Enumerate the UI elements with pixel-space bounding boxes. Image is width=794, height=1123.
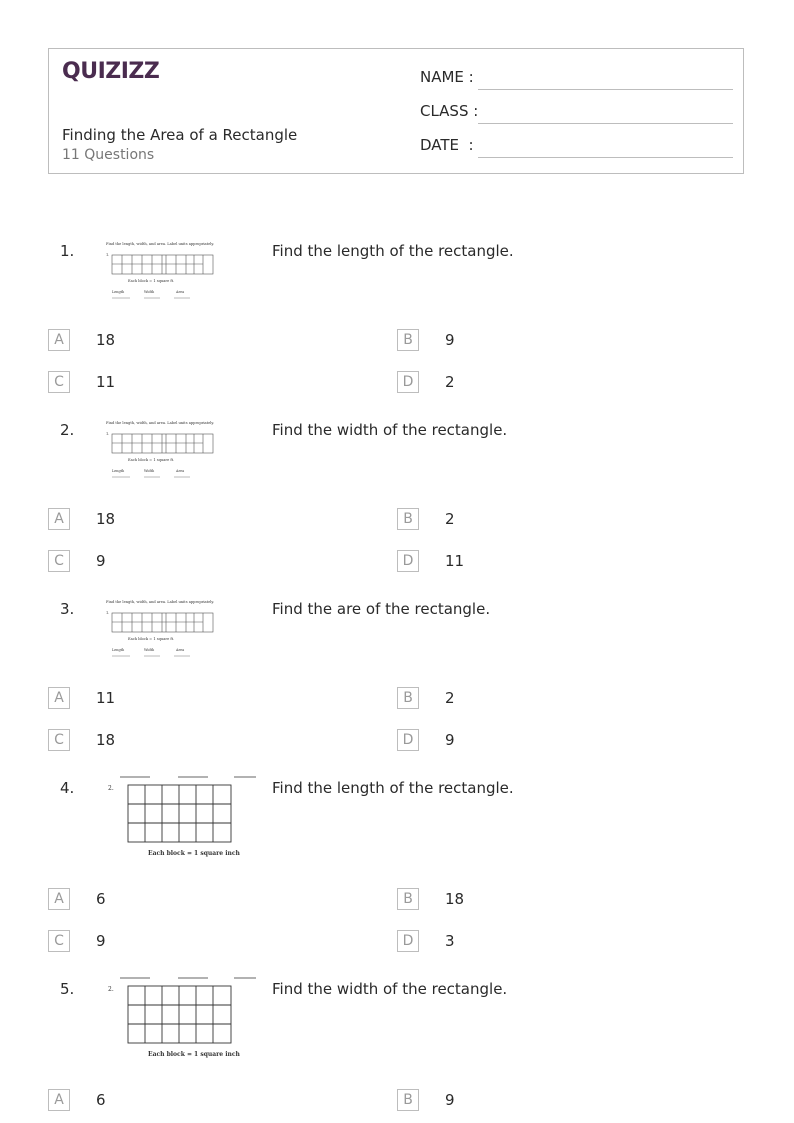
figure-label-area: Area — [176, 469, 185, 473]
option-letter[interactable]: B — [397, 687, 419, 709]
rectangle-figure-large — [104, 973, 258, 1061]
option-letter[interactable]: D — [397, 930, 419, 952]
class-line[interactable] — [478, 123, 733, 124]
class-field[interactable] — [420, 102, 733, 124]
option-text: 6 — [96, 890, 106, 908]
option-text: 18 — [96, 331, 116, 349]
option-text: 18 — [96, 510, 116, 528]
option-text: 2 — [445, 373, 455, 391]
option-letter[interactable]: C — [48, 371, 70, 393]
rectangle-figure-small — [104, 240, 218, 302]
worksheet-header — [48, 48, 744, 174]
name-label: NAME : — [420, 68, 474, 86]
option-text: 9 — [445, 731, 455, 749]
question-text: Find the width of the rectangle. — [272, 421, 508, 439]
figure-label-area: Area — [176, 290, 185, 294]
figure-number: 1. — [106, 253, 110, 257]
option-text: 11 — [96, 373, 116, 391]
question-number: 4. — [60, 779, 75, 797]
option-text: 9 — [445, 1091, 455, 1109]
name-field[interactable] — [420, 68, 733, 90]
question-text: Find the are of the rectangle. — [272, 600, 491, 618]
option-letter[interactable]: A — [48, 508, 70, 530]
figure-label-length: Length — [112, 648, 125, 652]
option-letter[interactable]: B — [397, 1089, 419, 1111]
option-text: 3 — [445, 932, 455, 950]
figure-instructions: Find the length, width, and area. Label units appropriately. — [106, 421, 215, 425]
rectangle-figure-small — [104, 598, 218, 660]
figure-instructions: Find the length, width, and area. Label units appropriately. — [106, 600, 215, 604]
figure-caption: Each block = 1 square ft. — [128, 458, 175, 462]
option-text: 6 — [96, 1091, 106, 1109]
date-line[interactable] — [478, 157, 733, 158]
figure-number: 1. — [106, 432, 110, 436]
figure-caption: Each block = 1 square inch — [148, 1051, 240, 1058]
option-text: 18 — [96, 731, 116, 749]
option-letter[interactable]: A — [48, 687, 70, 709]
figure-label-width: Width — [144, 648, 155, 652]
option-letter[interactable]: D — [397, 550, 419, 572]
quizizz-logo: QUIZIZZ — [62, 59, 160, 84]
option-letter[interactable]: A — [48, 888, 70, 910]
figure-label-width: Width — [144, 290, 155, 294]
option-letter[interactable]: B — [397, 888, 419, 910]
figure-caption: Each block = 1 square ft. — [128, 637, 175, 641]
option-text: 9 — [96, 552, 106, 570]
figure-instructions: Find the length, width, and area. Label units appropriately. — [106, 242, 215, 246]
figure-caption: Each block = 1 square ft. — [128, 279, 175, 283]
option-text: 9 — [96, 932, 106, 950]
question-text: Find the width of the rectangle. — [272, 980, 508, 998]
figure-label-width: Width — [144, 469, 155, 473]
figure-number: 1. — [106, 611, 110, 615]
rectangle-figure-small — [104, 419, 218, 481]
date-field[interactable] — [420, 136, 733, 158]
option-letter[interactable]: C — [48, 930, 70, 952]
figure-label-length: Length — [112, 469, 125, 473]
question-text: Find the length of the rectangle. — [272, 779, 514, 797]
question-text: Find the length of the rectangle. — [272, 242, 514, 260]
option-text: 9 — [445, 331, 455, 349]
option-letter[interactable]: B — [397, 329, 419, 351]
figure-label-area: Area — [176, 648, 185, 652]
worksheet-title: Finding the Area of a Rectangle — [62, 126, 298, 144]
option-letter[interactable]: C — [48, 729, 70, 751]
rectangle-figure-large — [104, 772, 258, 860]
option-text: 11 — [445, 552, 465, 570]
question-number: 1. — [60, 242, 75, 260]
figure-label-length: Length — [112, 290, 125, 294]
question-number: 3. — [60, 600, 75, 618]
option-letter[interactable]: A — [48, 329, 70, 351]
option-letter[interactable]: A — [48, 1089, 70, 1111]
question-number: 2. — [60, 421, 75, 439]
option-letter[interactable]: C — [48, 550, 70, 572]
figure-number: 2. — [108, 785, 114, 792]
question-number: 5. — [60, 980, 75, 998]
class-label: CLASS : — [420, 102, 479, 120]
name-line[interactable] — [478, 89, 733, 90]
option-letter[interactable]: D — [397, 729, 419, 751]
option-letter[interactable]: B — [397, 508, 419, 530]
question-count: 11 Questions — [62, 147, 155, 163]
option-letter[interactable]: D — [397, 371, 419, 393]
date-label: DATE : — [420, 136, 474, 154]
option-text: 18 — [445, 890, 465, 908]
option-text: 2 — [445, 689, 455, 707]
figure-caption: Each block = 1 square inch — [148, 850, 240, 857]
option-text: 11 — [96, 689, 116, 707]
figure-number: 2. — [108, 986, 114, 993]
option-text: 2 — [445, 510, 455, 528]
